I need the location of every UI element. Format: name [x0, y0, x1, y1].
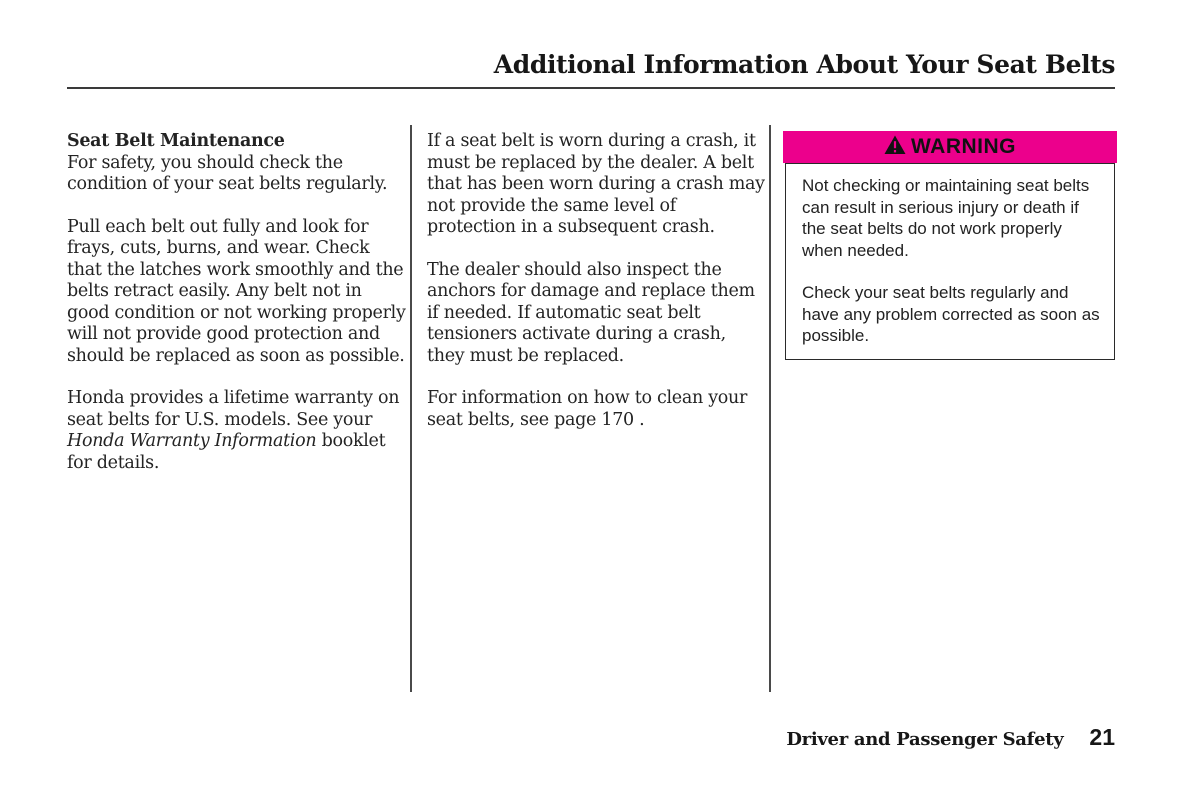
warning-paragraph: Not checking or maintaining seat belts can result in serious injury or death if the seat belts do not work properly when needed.: [802, 176, 1090, 260]
warning-paragraph: Check your seat belts regularly and have any problem corrected as soon as possible.: [802, 283, 1100, 345]
paragraph: For safety, you should check the condition of your seat belts regularly.: [67, 152, 388, 194]
paragraph: Pull each belt out fully and look for frays, cuts, burns, and wear. Check that the latches work smoothly and the belts retract easily. Any belt not in good condition or not working properly will not provide good protection and should be replaced as soon as possible.: [67, 216, 406, 366]
warranty-paragraph: [67, 388, 407, 474]
warning-header-label: WARNING: [911, 135, 1016, 159]
warranty-booklet-title: Honda Warranty Information: [67, 431, 317, 451]
page-title: Additional Information About Your Seat Belts: [493, 50, 1115, 79]
section-heading: Seat Belt Maintenance: [67, 131, 285, 151]
warning-box: [785, 131, 1115, 360]
column-replacement-info: [427, 131, 767, 431]
column-warning: [785, 131, 1115, 360]
warranty-text-after: booklet for details.: [67, 431, 386, 473]
page-footer: [786, 724, 1115, 751]
warranty-text-before: Honda provides a lifetime warranty on seat belts for U.S. models. See your: [67, 388, 400, 430]
warning-body: [785, 163, 1115, 360]
paragraph: The dealer should also inspect the anchors for damage and replace them if needed. If automatic seat belt tensioners activate during a crash, they must be replaced.: [427, 259, 755, 366]
title-rule: [67, 87, 1115, 89]
column-divider: [769, 125, 771, 692]
footer-section-title: Driver and Passenger Safety: [786, 729, 1064, 750]
paragraph: If a seat belt is worn during a crash, it must be replaced by the dealer. A belt that has been worn during a crash may not provide the same level of protection in a subsequent crash.: [427, 131, 765, 237]
paragraph: For information on how to clean your seat belts, see page 170 .: [427, 388, 748, 430]
column-seat-belt-maintenance: [67, 131, 407, 474]
footer-page-number: 21: [1089, 724, 1115, 750]
column-divider: [410, 125, 412, 692]
warning-header: [783, 131, 1117, 163]
warning-triangle-icon: [884, 135, 906, 160]
